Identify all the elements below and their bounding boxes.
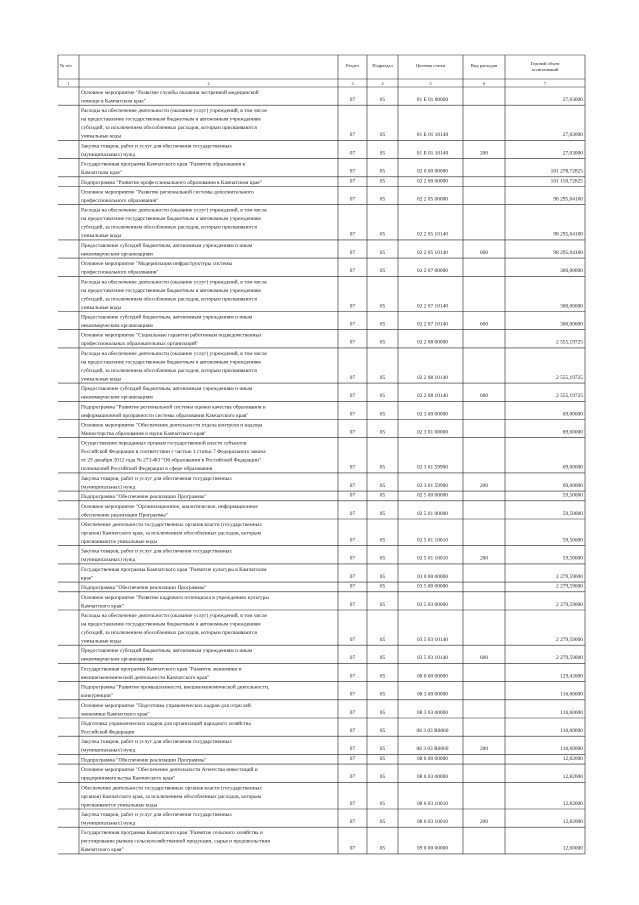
row-podrazdel: 05 (379, 845, 386, 852)
header-amount-line: Годовой объем (530, 61, 560, 66)
row-name-line: Камчатского края" (81, 603, 124, 610)
row-name-line: некоммерческим организациям (81, 656, 153, 663)
row-target: 08 6 03 10010 (417, 819, 448, 825)
row-amount: 98 295,04100 (553, 196, 583, 203)
row-vr: 200 (479, 150, 489, 157)
row-amount: 27,03000 (562, 150, 583, 157)
row-name-line: Основное мероприятие "Организационное, аналитическое, информационное (81, 503, 258, 510)
row-name-line: присваиваются уникальные коды (81, 802, 158, 809)
row-razdel: 07 (349, 268, 356, 275)
row-razdel: 07 (349, 339, 356, 346)
row-name-line: присваиваются уникальные коды (81, 539, 158, 545)
row-podrazdel: 05 (379, 673, 386, 680)
row-name-line: (муниципальных) нужд (81, 151, 136, 158)
row-target: 02 2 05 10140 (417, 231, 448, 238)
row-name-line: крае" (81, 575, 94, 582)
row-name-line: Основное мероприятие "Обеспечение деятельности Агентства инвестиций и (81, 767, 258, 774)
row-target: 02 3 01 59900 (417, 464, 448, 471)
row-amount: 12,82000 (562, 755, 583, 762)
row-name-line: Предоставление субсидий бюджетным, автономным учреждениям и иным (81, 648, 253, 655)
header-podrazdel: Подраздел (372, 63, 393, 68)
row-amount: 2 279,59000 (556, 655, 583, 662)
row-name-line: некоммерческим организациям (81, 251, 153, 258)
row-podrazdel: 05 (379, 655, 386, 662)
row-name-line: Подпрограмма "Обеспечение реализации Программы" (81, 585, 207, 592)
row-podrazdel: 05 (379, 303, 386, 310)
row-name-line: субсидий, за исключением обособленных расходов, которым присваиваются (81, 296, 257, 303)
header-razdel: Раздел (346, 63, 359, 68)
row-podrazdel: 05 (379, 537, 386, 544)
row-name-line: конкуренции" (81, 693, 113, 700)
row-podrazdel: 05 (379, 249, 386, 256)
row-name-line: субсидий, за исключением обособленных расходов, которым присваиваются (81, 224, 257, 231)
row-name-line: Камчатском крае" (81, 170, 123, 177)
row-amount: 12,82000 (562, 819, 583, 825)
row-name-line: информационной прозрачности системы образования Камчатского края" (81, 412, 249, 419)
row-target: 02 3 01 00000 (417, 429, 448, 436)
row-target: 01 Б 01 10140 (416, 150, 449, 157)
row-razdel: 07 (349, 746, 356, 753)
row-vr: 200 (479, 746, 489, 753)
row-razdel: 07 (349, 97, 356, 103)
row-name-line: Основное мероприятие "Подготовка управленческих кадров для отраслей (81, 702, 251, 709)
row-target: 08 0 00 00000 (417, 673, 448, 680)
row-name-line: помощи в Камчатском крае" (81, 98, 146, 105)
row-podrazdel: 05 (379, 774, 386, 781)
row-name-line: органов) Камчатского края, за исключением обособленных расходов, которым (81, 530, 261, 537)
row-podrazdel: 05 (379, 800, 386, 807)
row-podrazdel: 05 (379, 393, 386, 400)
row-podrazdel: 05 (379, 268, 386, 275)
row-razdel: 07 (349, 583, 356, 590)
row-razdel: 07 (349, 819, 356, 825)
row-razdel: 07 (349, 231, 356, 238)
row-razdel: 07 (349, 728, 356, 734)
row-podrazdel: 05 (379, 728, 386, 734)
row-vr: 600 (479, 393, 489, 400)
row-vr: 200 (479, 482, 489, 489)
row-name-line: на предоставление государственным бюджетным и автономным учреждениям (81, 359, 261, 366)
row-name-line: уникальные коды (81, 304, 122, 311)
row-name-line: Предоставление субсидий бюджетным, автономным учреждениям и иным (81, 242, 253, 249)
row-amount: 2 279,59000 (556, 601, 583, 608)
row-razdel: 07 (349, 429, 356, 436)
row-name-line: обеспечение реализации Программы" (81, 512, 168, 519)
row-amount: 98 295,04100 (553, 231, 583, 238)
row-amount: 101 278,72825 (550, 168, 583, 175)
row-name-line: Осуществление переданных органам государственной власти субъектов (81, 440, 247, 447)
header-col-number: 6 (482, 81, 486, 86)
header-col-number: 3 (351, 81, 354, 86)
row-amount: 27,03000 (562, 97, 583, 103)
row-name-line: предпринимательства Камчатского края" (81, 775, 176, 782)
row-target: 03 5 03 00000 (417, 601, 448, 608)
row-amount: 2 279,59000 (556, 583, 583, 590)
row-name-line: Министерства образования и науки Камчатского края" (81, 431, 207, 437)
row-target: 08 3 03 R0660 (416, 728, 449, 734)
row-amount: 69,00000 (562, 464, 583, 471)
row-amount: 12,82000 (562, 774, 583, 781)
row-podrazdel: 05 (379, 178, 386, 185)
row-razdel: 07 (349, 673, 356, 680)
row-name-line: профессионального образования" (81, 269, 159, 276)
row-razdel: 07 (349, 303, 356, 310)
row-name-line: некоммерческим организациям (81, 323, 153, 329)
header-col-number: 4 (381, 81, 384, 86)
row-razdel: 07 (349, 196, 356, 203)
row-name-line: Государственная программа Камчатского края "Развитие сельского хозяйства и (81, 830, 263, 837)
row-podrazdel: 05 (379, 637, 386, 643)
row-amount: 59,50000 (562, 555, 583, 562)
header-vr: Вид расходов (470, 63, 498, 68)
row-name-line: Российской Федерации в соответствии с частью 1 статьи 7 Федерального закона (81, 449, 266, 456)
row-name-line: Основное мероприятие "Развитие службы оказания экстренной медицинской (81, 90, 259, 96)
row-razdel: 07 (349, 774, 356, 781)
row-podrazdel: 05 (379, 601, 386, 608)
row-name-line: (муниципальных) нужд (81, 484, 136, 491)
row-target: 08 3 00 00000 (417, 691, 448, 698)
row-target: 01 Б 01 10140 (416, 132, 449, 139)
row-target: 02 0 00 00000 (417, 168, 448, 175)
row-vr: 600 (479, 321, 489, 328)
row-razdel: 07 (349, 132, 356, 139)
row-amount: 2 279,59000 (556, 637, 583, 643)
row-name-line: Закупка товаров, работ и услуг для обеспечения государственных (81, 143, 232, 150)
row-name-line: на предоставление государственным бюджетным и автономным учреждениям (81, 216, 261, 223)
row-podrazdel: 05 (379, 492, 386, 499)
row-razdel: 07 (349, 555, 356, 562)
row-podrazdel: 05 (379, 321, 386, 328)
row-podrazdel: 05 (379, 231, 386, 238)
row-name-line: профессиональных образовательных организаций" (81, 341, 199, 348)
row-name-line: Обеспечение деятельности государственных органов власти (государственных (81, 522, 262, 528)
row-razdel: 07 (349, 393, 356, 400)
row-podrazdel: 05 (379, 755, 386, 762)
row-name-line: Подпрограмма "Развитие профессионального образования в Камчатском крае" (81, 179, 263, 186)
row-target: 02 2 08 00000 (417, 339, 448, 346)
row-target: 03 0 00 00000 (417, 573, 448, 580)
row-name-line: экономики Камчатского края" (81, 711, 150, 718)
row-target: 09 0 00 00000 (417, 845, 448, 852)
row-name-line: Закупка товаров, работ и услуг для обеспечения государственных (81, 548, 232, 555)
row-amount: 116,60000 (560, 728, 583, 734)
row-name-line: Основное мероприятие "Развитие кадрового потенциала в учреждениях культуры (81, 594, 269, 601)
row-name-line: от 29 декабря 2012 года № 273-ФЗ "Об образовании в Российской Федерации" (81, 457, 262, 464)
header-amount-line: ассигнований (531, 67, 559, 72)
row-name-line: Подпрограмма "Развитие региональной системы оценки качества образования и (81, 404, 266, 411)
row-name-line: (муниципальных) нужд (81, 820, 136, 827)
row-name-line: Российской Федерации (81, 729, 135, 736)
header-col-number: 5 (429, 81, 432, 86)
row-name-line: уникальные коды (81, 233, 122, 240)
row-amount: 59,50000 (562, 492, 583, 499)
row-target: 02 3 00 00000 (417, 411, 448, 418)
header-target: Целевая статья (415, 63, 446, 68)
row-name-line: Расходы на обеспечение деятельности (оказание услуг) учреждений, в том числе (81, 279, 267, 286)
row-podrazdel: 05 (379, 464, 386, 471)
row-target: 08 3 03 R0660 (416, 746, 449, 753)
row-name-line: Государственная программа Камчатского края "Развитие образования в (81, 161, 245, 168)
row-target: 08 6 03 00000 (417, 774, 448, 781)
row-name-line: Основное мероприятие "Обеспечение деятельности отдела контроля и надзора (81, 422, 263, 429)
row-name-line: Государственная программа Камчатского края "Развитие культуры в Камчатском (81, 566, 267, 573)
row-podrazdel: 05 (379, 691, 386, 698)
row-name-line: на предоставление государственным бюджетным и автономным учреждениям (81, 287, 261, 294)
header-col-number: 2 (207, 81, 210, 86)
row-name-line: Основное мероприятие "Социальные гарантии работникам подведомственных (81, 332, 262, 339)
row-podrazdel: 05 (379, 510, 386, 517)
row-podrazdel: 05 (379, 746, 386, 753)
row-target: 02 2 00 00000 (417, 178, 448, 185)
row-amount: 2 555,19725 (556, 339, 583, 346)
row-name-line: регулирование рынков сельскохозяйственной продукции, сырья и продовольствия (81, 838, 270, 845)
row-amount: 101 150,72825 (550, 178, 583, 185)
header-col-number: 7 (543, 81, 547, 86)
row-podrazdel: 05 (379, 132, 386, 139)
row-vr: 200 (479, 819, 489, 825)
row-name-line: Расходы на обеспечение деятельности (оказание услуг) учреждений, в том числе (81, 350, 267, 357)
row-name-line: субсидий, за исключением обособленных расходов, которым присваиваются (81, 630, 257, 636)
row-podrazdel: 05 (379, 339, 386, 346)
row-name-line: на предоставление государственным бюджетным и автономным учреждениям (81, 116, 261, 123)
row-podrazdel: 05 (379, 150, 386, 157)
row-razdel: 07 (349, 537, 356, 544)
row-target: 02 2 05 00000 (417, 196, 448, 203)
row-podrazdel: 05 (379, 555, 386, 562)
row-name-line: полномочий Российской Федерации в сфере образования (81, 466, 213, 473)
row-name-line: на предоставление государственным бюджетным и автономным учреждениям (81, 621, 261, 628)
row-name-line: субсидий, за исключением обособленных расходов, которым присваиваются (81, 367, 257, 374)
row-name-line: Основное мероприятие "Развитие региональной системы дополнительного (81, 189, 254, 196)
row-name-line: уникальные коды (81, 376, 122, 383)
row-podrazdel: 05 (379, 709, 386, 716)
row-amount: 27,03000 (562, 132, 583, 139)
row-amount: 300,00000 (560, 303, 583, 310)
row-name-line: органов) Камчатского края, за исключением обособленных расходов, которым (81, 793, 261, 800)
row-razdel: 07 (349, 655, 356, 662)
row-razdel: 07 (349, 492, 356, 499)
row-podrazdel: 05 (379, 374, 386, 381)
row-podrazdel: 05 (379, 196, 386, 203)
row-razdel: 07 (349, 709, 356, 716)
row-amount: 129,42000 (560, 673, 583, 680)
row-razdel: 07 (349, 411, 356, 418)
row-podrazdel: 05 (379, 411, 386, 418)
row-name-line: некоммерческим организациям (81, 394, 153, 401)
row-podrazdel: 05 (379, 482, 386, 489)
row-name-line: субсидий, за исключением обособленных расходов, которым присваиваются (81, 125, 257, 132)
row-amount: 300,00000 (560, 321, 583, 328)
row-name-line: профессионального образования" (81, 198, 159, 204)
row-name-line: Камчатского края" (81, 847, 124, 854)
row-target: 08 6 00 00000 (417, 755, 448, 762)
row-name-line: Подпрограмма "Обеспечение реализации Программы" (81, 757, 207, 764)
row-target: 02 5 01 00000 (417, 510, 448, 517)
row-razdel: 07 (349, 601, 356, 608)
row-podrazdel: 05 (379, 573, 386, 580)
row-target: 02 2 05 10140 (417, 249, 448, 256)
row-vr: 600 (479, 249, 489, 256)
row-target: 08 6 03 10010 (417, 800, 448, 807)
row-target: 02 3 01 59900 (417, 482, 448, 489)
row-amount: 69,00000 (562, 482, 583, 489)
row-name-line: уникальные коды (81, 638, 122, 645)
row-podrazdel: 05 (379, 819, 386, 825)
row-target: 03 5 03 10140 (417, 637, 448, 643)
row-razdel: 07 (349, 168, 356, 175)
row-amount: 59,50000 (562, 537, 583, 544)
row-target: 03 5 00 00000 (417, 583, 448, 590)
row-razdel: 07 (349, 464, 356, 471)
row-name-line: Предоставление субсидий бюджетным, автономным учреждениям и иным (81, 314, 253, 321)
row-target: 02 5 00 00000 (417, 492, 448, 499)
row-amount: 98 295,04100 (553, 249, 583, 256)
row-razdel: 07 (349, 321, 356, 328)
row-name-line: Подпрограмма "Обеспечение реализации Программы" (81, 494, 207, 501)
row-amount: 12,82000 (562, 800, 583, 807)
row-name-line: уникальные коды (81, 133, 122, 140)
row-amount: 300,00000 (560, 268, 583, 275)
row-name-line: (муниципальных) нужд (81, 747, 136, 754)
row-name-line: Обеспечение деятельности государственных органов власти (государственных (81, 785, 262, 792)
row-amount: 2 555,19725 (556, 374, 583, 381)
row-name-line: (муниципальных) нужд (81, 557, 136, 564)
header-num: № п/п (60, 63, 72, 68)
row-name-line: Государственная программа Камчатского края "Развитие экономики и (81, 666, 242, 673)
row-amount: 116,60000 (560, 709, 583, 716)
header-col-number: 1 (67, 81, 70, 86)
row-name-line: Расходы на обеспечение деятельности (оказание услуг) учреждений, в том числе (81, 613, 267, 619)
row-amount: 12,00000 (562, 845, 583, 852)
row-target: 02 2 07 10140 (417, 321, 448, 328)
row-amount: 2 279,59000 (556, 573, 583, 580)
row-podrazdel: 05 (379, 168, 386, 175)
row-amount: 69,00000 (562, 429, 583, 436)
row-target: 02 2 08 10140 (417, 393, 448, 400)
row-target: 02 2 07 00000 (417, 268, 448, 275)
row-razdel: 07 (349, 637, 356, 643)
row-podrazdel: 05 (379, 97, 386, 103)
row-name-line: Основное мероприятие "Модернизация инфраструктуры системы (81, 261, 233, 268)
row-podrazdel: 05 (379, 583, 386, 590)
row-razdel: 07 (349, 573, 356, 580)
row-name-line: Подпрограмма "Развитие промышленности, внешнеэкономической деятельности, (81, 684, 270, 691)
row-target: 02 5 01 10010 (417, 555, 448, 562)
row-target: 01 Б 01 00000 (416, 97, 449, 103)
row-razdel: 07 (349, 510, 356, 517)
row-name-line: внешнеэкономической деятельности Камчатского края" (81, 674, 210, 681)
row-amount: 116,60000 (560, 746, 583, 753)
row-name-line: Расходы на обеспечение деятельности (оказание услуг) учреждений, в том числе (81, 207, 267, 214)
row-amount: 69,00000 (562, 411, 583, 418)
row-vr: 600 (479, 655, 489, 662)
row-name-line: Подготовка управленческих кадров для организаций народного хозяйства (81, 721, 251, 727)
row-name-line: Расходы на обеспечение деятельности (оказание услуг) учреждений, в том числе (81, 108, 267, 115)
row-razdel: 07 (349, 800, 356, 807)
row-podrazdel: 05 (379, 429, 386, 436)
row-razdel: 07 (349, 249, 356, 256)
row-name-line: Предоставление субсидий бюджетным, автономным учреждениям и иным (81, 386, 253, 393)
row-razdel: 07 (349, 691, 356, 698)
row-razdel: 07 (349, 374, 356, 381)
row-target: 02 2 08 10140 (417, 374, 448, 381)
row-amount: 59,50000 (562, 510, 583, 517)
row-target: 03 5 03 10140 (417, 655, 448, 662)
row-name-line: Закупка товаров, работ и услуг для обеспечения государственных (81, 812, 232, 818)
row-razdel: 07 (349, 755, 356, 762)
row-razdel: 07 (349, 150, 356, 157)
row-target: 02 5 01 10010 (417, 537, 448, 544)
row-name-line: Закупка товаров, работ и услуг для обеспечения государственных (81, 475, 232, 482)
row-amount: 2 555,19725 (556, 393, 583, 400)
row-razdel: 07 (349, 178, 356, 185)
row-amount: 116,60000 (560, 691, 583, 698)
row-razdel: 07 (349, 482, 356, 489)
row-target: 02 2 07 10140 (417, 303, 448, 310)
row-razdel: 07 (349, 845, 356, 852)
row-vr: 200 (479, 555, 489, 562)
row-name-line: Закупка товаров, работ и услуг для обеспечения государственных (81, 739, 232, 746)
row-target: 08 3 03 00000 (417, 709, 448, 716)
